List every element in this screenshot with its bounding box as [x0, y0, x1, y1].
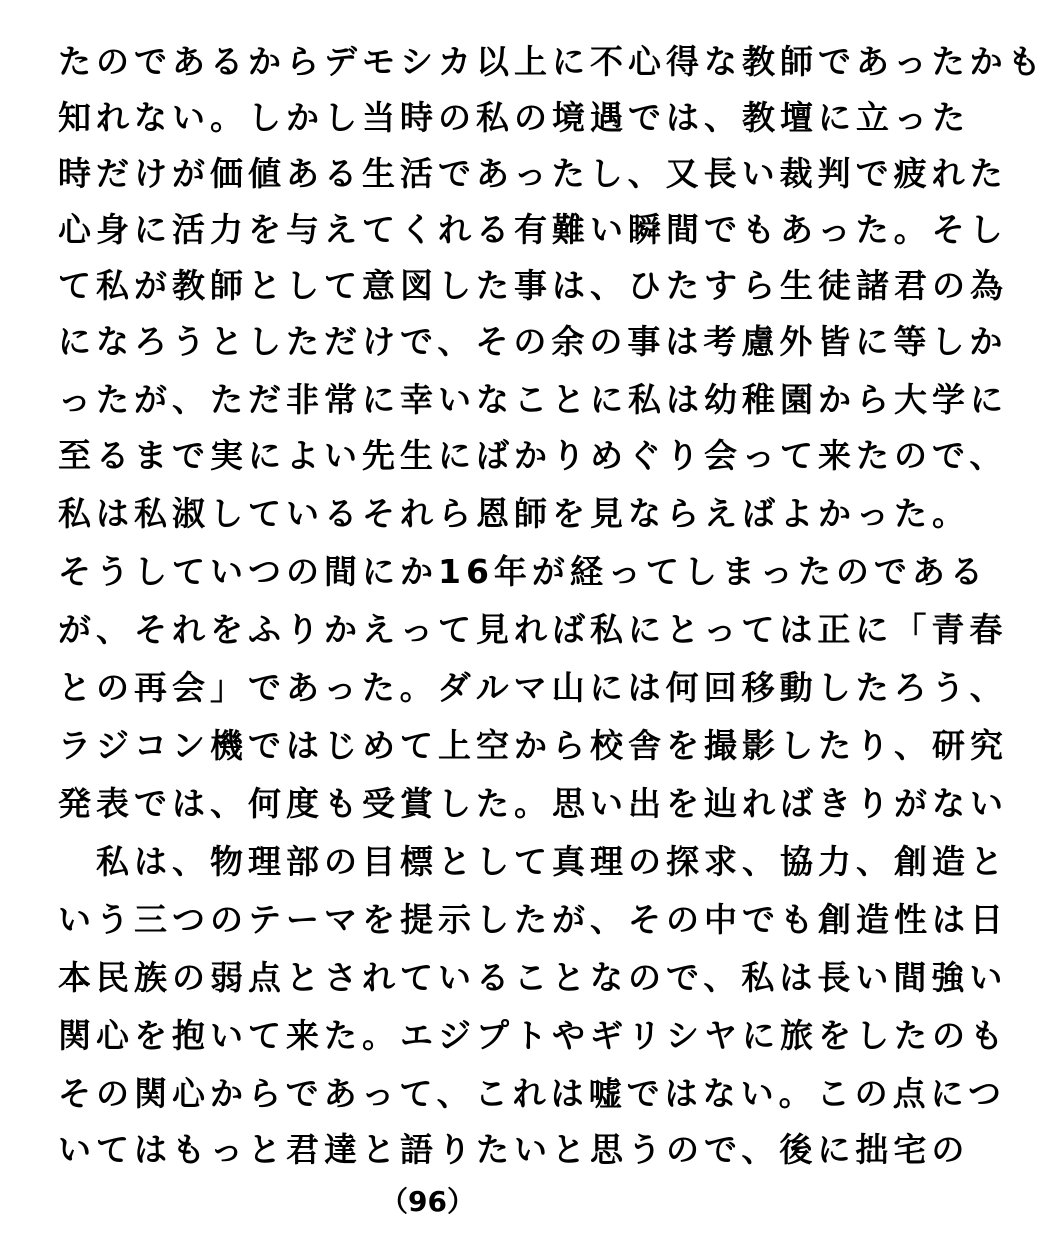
manuscript-line: になろうとしただけで、その余の事は考慮外皆に等しか [58, 322, 1008, 361]
manuscript-line: 至るまで実によい先生にばかりめぐり会って来たので、 [58, 436, 1008, 475]
manuscript-line: て私が教師として意図した事は、ひたすら生徒諸君の為 [58, 266, 1008, 305]
manuscript-line: 心身に活力を与えてくれる有難い瞬間でもあった。そし [58, 210, 1008, 249]
manuscript-line: 知れない。しかし当時の私の境遇では、教壇に立った [58, 98, 970, 137]
manuscript-line: いう三つのテーマを提示したが、その中でも創造性は日 [58, 900, 1008, 939]
manuscript-line: ラジコン機ではじめて上空から校舎を撮影したり、研究 [58, 726, 1008, 765]
manuscript-line: たのであるからデモシカ以上に不心得な教師であったかも [58, 42, 1046, 81]
manuscript-line: 私は私淑しているそれら恩師を見ならえばよかった。 [58, 494, 970, 533]
manuscript-line: ったが、ただ非常に幸いなことに私は幼稚園から大学に [58, 380, 1008, 419]
manuscript-line: との再会」であった。ダルマ山には何回移動したろう、 [58, 668, 1008, 707]
page-number: （96） [380, 1185, 475, 1218]
manuscript-line: 関心を抱いて来た。エジプトやギリシヤに旅をしたのも [58, 1016, 1008, 1055]
manuscript-line: 発表では、何度も受賞した。思い出を辿ればきりがない [58, 784, 1008, 823]
manuscript-line: 私は、物理部の目標として真理の探求、協力、創造と [58, 842, 1008, 881]
manuscript-line: そうしていつの間にか16年が経ってしまったのである [58, 552, 988, 591]
manuscript-line: その関心からであって、これは嘘ではない。この点につ [58, 1074, 1007, 1113]
manuscript-line: 本民族の弱点とされていることなので、私は長い間強い [58, 958, 1008, 997]
manuscript-line: いてはもっと君達と語りたいと思うので、後に拙宅の [58, 1130, 970, 1169]
manuscript-line: が、それをふりかえって見れば私にとっては正に「青春 [58, 610, 1008, 649]
manuscript-line: 時だけが価値ある生活であったし、又長い裁判で疲れた [58, 154, 1008, 193]
